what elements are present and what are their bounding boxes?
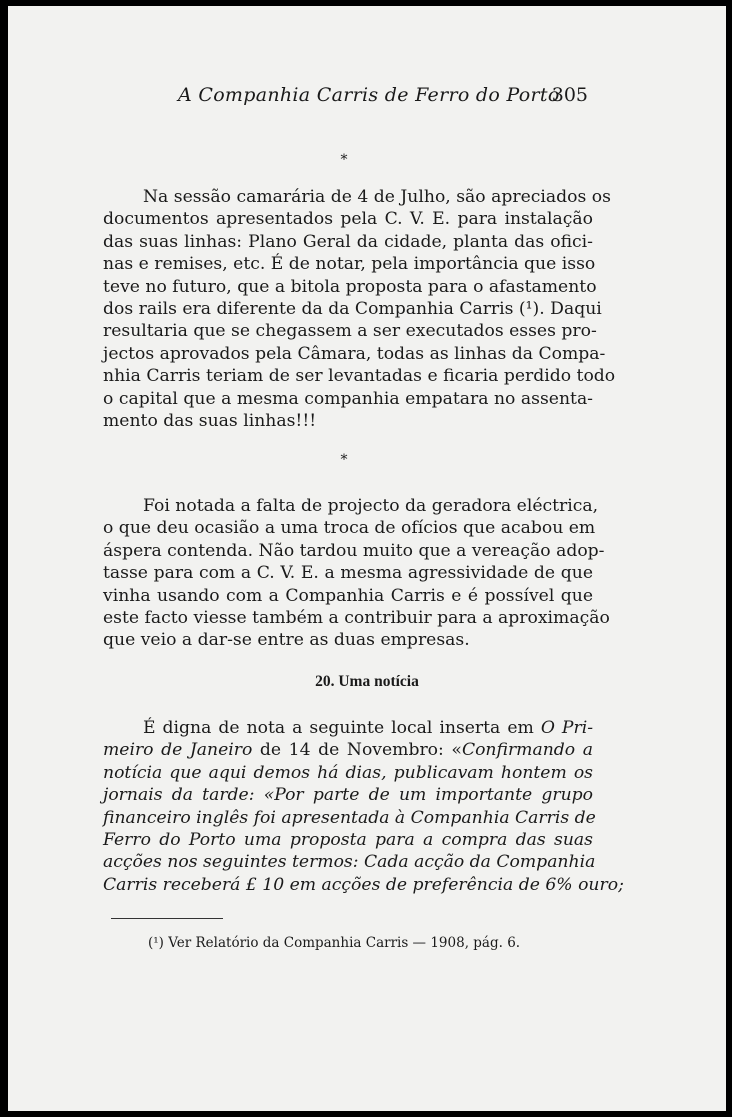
paragraph-session: [103, 186, 616, 432]
newspaper-name: O Pri-: [540, 718, 594, 738]
quote-line: Ferro do Porto uma proposta para a compra das suas: [103, 830, 593, 851]
section-title-text: Uma notícia: [338, 673, 419, 690]
text-line: jectos aprovados pela Câmara, todas as linhas da Compa-: [103, 343, 606, 364]
footnote-marker: (¹): [148, 935, 164, 951]
text-line: [103, 739, 593, 761]
quote-line: financeiro inglês foi apresentada à Companhia Carris de: [103, 807, 596, 828]
text-run: de 14 de Novembro: «: [252, 740, 462, 761]
footnote-text: Ver Relatório da Companhia Carris — 1908, pág. 6.: [168, 935, 521, 951]
running-header: [178, 84, 588, 114]
section-heading: [8, 673, 726, 691]
text-line: nas e remises, etc. É de notar, pela importância que isso: [103, 254, 596, 275]
quote-line: jornais da tarde: «Por parte de um importante grupo: [103, 785, 593, 806]
text-line: das suas linhas: Plano Geral da cidade, planta das ofici-: [103, 231, 593, 252]
newspaper-name: meiro de Janeiro: [103, 740, 253, 761]
text-line: dos rails era diferente da da Companhia Carris (¹). Daqui: [103, 299, 602, 320]
quote-text: Confirmando a: [461, 740, 593, 761]
section-number: 20.: [315, 673, 335, 690]
text-line: documentos apresentados pela C. V. E. para instalação: [103, 209, 593, 230]
text-line: o capital que a mesma companhia empatara no assenta-: [103, 388, 593, 409]
text-line: áspera contenda. Não tardou muito que a vereação adop-: [103, 540, 605, 561]
separator-asterisk: *: [340, 152, 348, 168]
quote-line: acções nos seguintes termos: Cada acção da Companhia: [103, 852, 596, 873]
text-line: o que deu ocasião a uma troca de ofícios que acabou em: [103, 518, 596, 539]
book-page: [8, 6, 726, 1111]
header-title: A Companhia Carris de Ferro do Porto: [178, 84, 560, 106]
page-number: 305: [551, 84, 588, 106]
footnote-divider: [111, 918, 223, 919]
quote-line: Carris receberá £ 10 em acções de preferência de 6% ouro;: [103, 874, 624, 895]
text-line: teve no futuro, que a bitola proposta para o afastamento: [103, 276, 597, 297]
separator-asterisk: *: [340, 452, 348, 468]
text-line: nhia Carris teriam de ser levantadas e ficaria perdido todo: [103, 366, 616, 387]
footnote: [148, 935, 520, 951]
text-line: Foi notada a falta de projecto da geradora eléctrica,: [143, 496, 599, 516]
paragraph-generator: [103, 495, 610, 652]
text-line: vinha usando com a Companhia Carris e é possível que: [103, 585, 593, 606]
text-line: resultaria que se chegassem a ser executados esses pro-: [103, 321, 597, 342]
text-line: mento das suas linhas!!!: [103, 411, 317, 432]
quote-line: notícia que aqui demos há dias, publicavam hontem os: [103, 762, 593, 783]
paragraph-news-item: [103, 717, 624, 896]
text-line: este facto viesse também a contribuir para a aproximação: [103, 608, 610, 629]
text-line: tasse para com a C. V. E. a mesma agressividade de que: [103, 563, 593, 584]
text-run: É digna de nota a seguinte local inserta em: [143, 718, 541, 738]
text-line: [103, 717, 593, 739]
text-line: Na sessão camarária de 4 de Julho, são apreciados os: [143, 187, 611, 207]
text-line: que veio a dar-se entre as duas empresas.: [103, 630, 470, 651]
